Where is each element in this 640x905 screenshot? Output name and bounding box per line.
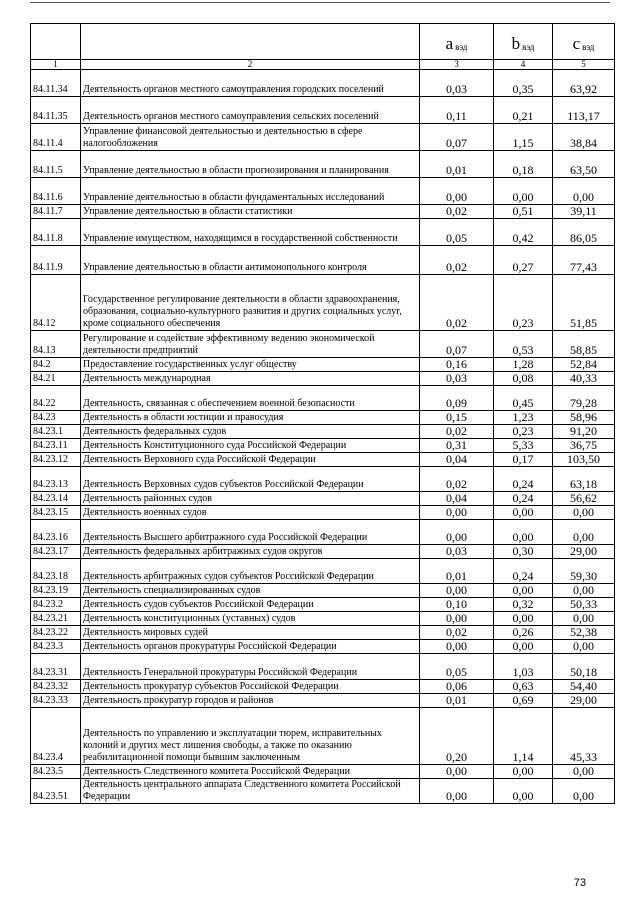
row-b-value: 0,42 [494, 219, 553, 246]
row-c-value: 0,00 [553, 612, 615, 626]
row-code: 84.13 [31, 331, 81, 358]
row-a-value: 0,04 [420, 453, 494, 467]
row-code: 84.23.31 [31, 654, 81, 680]
row-code: 84.23.2 [31, 598, 81, 612]
row-c-value: 29,00 [553, 545, 615, 559]
row-name: Управление деятельностью в области фундаментальных исследований [81, 178, 420, 205]
row-b-value: 0,63 [494, 680, 553, 694]
row-code: 84.11.6 [31, 178, 81, 205]
row-a-value: 0,06 [420, 680, 494, 694]
row-b-value: 0,51 [494, 205, 553, 219]
header-c-cell: c $_{вэд}$ [553, 24, 615, 60]
index-cell: 2 [81, 60, 420, 70]
row-name: Управление финансовой деятельностью и деятельностью в сфере налогообложения [81, 124, 420, 151]
row-a-value: 0,09 [420, 386, 494, 411]
table-row [31, 386, 615, 411]
table-row [31, 598, 615, 612]
row-a-value: 0,00 [420, 506, 494, 520]
table-row [31, 467, 615, 492]
row-b-value: 0,23 [494, 425, 553, 439]
row-b-value: 1,14 [494, 708, 553, 765]
table-row [31, 331, 615, 358]
row-c-value: 0,00 [553, 178, 615, 205]
row-name: Деятельность специализированных судов [81, 584, 420, 598]
row-a-value: 0,02 [420, 275, 494, 331]
row-b-value: 0,08 [494, 372, 553, 386]
row-name: Деятельность Верховного суда Российской Федерации [81, 453, 420, 467]
row-a-value: 0,00 [420, 520, 494, 545]
header-name-cell [81, 24, 420, 60]
row-name: Деятельность конституционных (уставных) судов [81, 612, 420, 626]
row-name: Управление деятельностью в области прогнозирования и планирования [81, 151, 420, 178]
row-a-value: 0,05 [420, 654, 494, 680]
row-code: 84.11.34 [31, 70, 81, 97]
coefficients-table [30, 23, 615, 804]
row-c-value: 91,20 [553, 425, 615, 439]
row-b-value: 0,23 [494, 275, 553, 331]
row-c-value: 50,33 [553, 598, 615, 612]
row-name: Деятельность мировых судей [81, 626, 420, 640]
row-code: 84.23.15 [31, 506, 81, 520]
index-cell: 4 [494, 60, 553, 70]
row-code: 84.21 [31, 372, 81, 386]
row-code: 84.23.12 [31, 453, 81, 467]
row-b-value: 0,32 [494, 598, 553, 612]
row-code: 84.11.9 [31, 246, 81, 275]
table-row [31, 97, 615, 124]
header-a-cell: a $_{вэд}$ [420, 24, 494, 60]
row-a-value: 0,01 [420, 559, 494, 584]
table-row [31, 694, 615, 708]
row-c-value: 38,84 [553, 124, 615, 151]
row-code: 84.23.33 [31, 694, 81, 708]
row-b-value: 1,03 [494, 654, 553, 680]
row-name: Деятельность Высшего арбитражного суда Российской Федерации [81, 520, 420, 545]
page-number: 73 [573, 877, 586, 889]
table-row [31, 453, 615, 467]
row-code: 84.23.13 [31, 467, 81, 492]
row-a-value: 0,00 [420, 765, 494, 779]
row-code: 84.23.14 [31, 492, 81, 506]
row-name: Деятельность Верховных судов субъектов Российской Федерации [81, 467, 420, 492]
row-b-value: 0,00 [494, 640, 553, 654]
row-a-value: 0,00 [420, 612, 494, 626]
row-c-value: 52,38 [553, 626, 615, 640]
row-code: 84.23.1 [31, 425, 81, 439]
row-b-value: 0,00 [494, 779, 553, 804]
row-code: 84.22 [31, 386, 81, 411]
row-c-value: 40,33 [553, 372, 615, 386]
table-row [31, 219, 615, 246]
row-code: 84.23.22 [31, 626, 81, 640]
row-b-value: 0,18 [494, 151, 553, 178]
row-code: 84.23.17 [31, 545, 81, 559]
row-code: 84.23.21 [31, 612, 81, 626]
row-a-value: 0,00 [420, 178, 494, 205]
row-c-value: 50,18 [553, 654, 615, 680]
row-c-value: 113,17 [553, 97, 615, 124]
row-code: 84.23.19 [31, 584, 81, 598]
table-row [31, 124, 615, 151]
row-name: Деятельность, связанная с обеспечением военной безопасности [81, 386, 420, 411]
row-code: 84.23.4 [31, 708, 81, 765]
row-name: Деятельность районных судов [81, 492, 420, 506]
table-row [31, 439, 615, 453]
table-row [31, 545, 615, 559]
row-name: Предоставление государственных услуг обществу [81, 358, 420, 372]
table-row [31, 779, 615, 804]
row-name: Деятельность органов местного самоуправления городских поселений [81, 70, 420, 97]
row-b-value: 0,27 [494, 246, 553, 275]
row-b-value: 0,24 [494, 559, 553, 584]
row-name: Деятельность прокуратур субъектов Российской Федерации [81, 680, 420, 694]
row-a-value: 0,01 [420, 694, 494, 708]
row-name: Деятельность в области юстиции и правосудия [81, 411, 420, 425]
row-c-value: 51,85 [553, 275, 615, 331]
row-code: 84.23.16 [31, 520, 81, 545]
table-row [31, 492, 615, 506]
row-name: Деятельность органов местного самоуправления сельских поселений [81, 97, 420, 124]
column-index-row [31, 60, 615, 70]
row-code: 84.11.4 [31, 124, 81, 151]
row-b-value: 1,23 [494, 411, 553, 425]
table-row [31, 654, 615, 680]
row-a-value: 0,31 [420, 439, 494, 453]
table-row [31, 425, 615, 439]
row-name: Управление деятельностью в области антимонопольного контроля [81, 246, 420, 275]
table-row [31, 411, 615, 425]
row-a-value: 0,07 [420, 124, 494, 151]
row-b-value: 1,28 [494, 358, 553, 372]
row-a-value: 0,01 [420, 151, 494, 178]
row-code: 84.23.18 [31, 559, 81, 584]
row-c-value: 58,85 [553, 331, 615, 358]
table-header-row [31, 24, 615, 60]
row-name: Деятельность Конституционного суда Российской Федерации [81, 439, 420, 453]
row-code: 84.11.5 [31, 151, 81, 178]
table-row [31, 559, 615, 584]
row-code: 84.11.35 [31, 97, 81, 124]
row-a-value: 0,03 [420, 70, 494, 97]
row-c-value: 0,00 [553, 765, 615, 779]
row-code: 84.23.32 [31, 680, 81, 694]
row-name: Государственное регулирование деятельности в области здравоохранения, образования, социально-культурного развития и других социальных услуг, кроме социального обеспечения [81, 275, 420, 331]
row-a-value: 0,03 [420, 372, 494, 386]
row-name: Деятельность международная [81, 372, 420, 386]
row-a-value: 0,05 [420, 219, 494, 246]
row-a-value: 0,10 [420, 598, 494, 612]
row-b-value: 0,30 [494, 545, 553, 559]
row-code: 84.11.8 [31, 219, 81, 246]
row-a-value: 0,03 [420, 545, 494, 559]
row-c-value: 0,00 [553, 779, 615, 804]
row-code: 84.23 [31, 411, 81, 425]
row-b-value: 0,00 [494, 178, 553, 205]
row-b-value: 0,17 [494, 453, 553, 467]
table-row [31, 246, 615, 275]
row-c-value: 77,43 [553, 246, 615, 275]
table-row [31, 358, 615, 372]
row-name: Деятельность федеральных арбитражных судов округов [81, 545, 420, 559]
row-a-value: 0,20 [420, 708, 494, 765]
row-b-value: 0,45 [494, 386, 553, 411]
header-code-cell [31, 24, 81, 60]
row-b-value: 0,26 [494, 626, 553, 640]
row-b-value: 0,24 [494, 492, 553, 506]
table-row [31, 70, 615, 97]
table-row [31, 612, 615, 626]
row-c-value: 0,00 [553, 584, 615, 598]
row-a-value: 0,16 [420, 358, 494, 372]
row-code: 84.23.11 [31, 439, 81, 453]
row-c-value: 63,18 [553, 467, 615, 492]
row-code: 84.23.51 [31, 779, 81, 804]
row-c-value: 63,92 [553, 70, 615, 97]
table-row [31, 520, 615, 545]
row-name: Деятельность Следственного комитета Российской Федерации [81, 765, 420, 779]
row-name: Деятельность судов субъектов Российской Федерации [81, 598, 420, 612]
table-row [31, 178, 615, 205]
row-name: Деятельность органов прокуратуры Российской Федерации [81, 640, 420, 654]
row-c-value: 56,62 [553, 492, 615, 506]
row-a-value: 0,02 [420, 205, 494, 219]
table-row [31, 584, 615, 598]
row-name: Регулирование и содействие эффективному ведению экономической деятельности предприятий [81, 331, 420, 358]
row-b-value: 0,00 [494, 506, 553, 520]
row-b-value: 0,00 [494, 520, 553, 545]
row-b-value: 0,00 [494, 584, 553, 598]
table-row [31, 626, 615, 640]
index-cell: 3 [420, 60, 494, 70]
table-row [31, 205, 615, 219]
header-b-cell: b $_{вэд}$ [494, 24, 553, 60]
table-row [31, 708, 615, 765]
row-name: Управление имуществом, находящимся в государственной собственности [81, 219, 420, 246]
row-a-value: 0,02 [420, 467, 494, 492]
row-b-value: 0,00 [494, 765, 553, 779]
row-b-value: 0,53 [494, 331, 553, 358]
row-c-value: 54,40 [553, 680, 615, 694]
row-a-value: 0,00 [420, 779, 494, 804]
table-row [31, 680, 615, 694]
row-c-value: 58,96 [553, 411, 615, 425]
row-c-value: 39,11 [553, 205, 615, 219]
row-b-value: 0,24 [494, 467, 553, 492]
row-b-value: 0,69 [494, 694, 553, 708]
row-a-value: 0,07 [420, 331, 494, 358]
table-row [31, 151, 615, 178]
row-a-value: 0,15 [420, 411, 494, 425]
row-a-value: 0,00 [420, 640, 494, 654]
row-name: Деятельность центрального аппарата Следственного комитета Российской Федерации [81, 779, 420, 804]
row-c-value: 29,00 [553, 694, 615, 708]
row-a-value: 0,02 [420, 626, 494, 640]
row-c-value: 52,84 [553, 358, 615, 372]
row-c-value: 45,33 [553, 708, 615, 765]
index-cell: 1 [31, 60, 81, 70]
row-a-value: 0,02 [420, 425, 494, 439]
row-code: 84.2 [31, 358, 81, 372]
table-row [31, 275, 615, 331]
row-c-value: 86,05 [553, 219, 615, 246]
row-b-value: 0,00 [494, 612, 553, 626]
row-c-value: 63,50 [553, 151, 615, 178]
row-name: Деятельность арбитражных судов субъектов Российской Федерации [81, 559, 420, 584]
row-name: Деятельность прокуратур городов и районов [81, 694, 420, 708]
row-a-value: 0,02 [420, 246, 494, 275]
row-code: 84.23.5 [31, 765, 81, 779]
row-b-value: 5,33 [494, 439, 553, 453]
row-name: Управление деятельностью в области статистики [81, 205, 420, 219]
index-cell: 5 [553, 60, 615, 70]
table-row [31, 506, 615, 520]
row-name: Деятельность федеральных судов [81, 425, 420, 439]
row-code: 84.12 [31, 275, 81, 331]
row-code: 84.11.7 [31, 205, 81, 219]
row-name: Деятельность военных судов [81, 506, 420, 520]
row-b-value: 1,15 [494, 124, 553, 151]
row-a-value: 0,04 [420, 492, 494, 506]
table-row [31, 765, 615, 779]
row-c-value: 36,75 [553, 439, 615, 453]
row-c-value: 0,00 [553, 506, 615, 520]
table-row [31, 372, 615, 386]
row-a-value: 0,00 [420, 584, 494, 598]
row-name: Деятельность Генеральной прокуратуры Российской Федерации [81, 654, 420, 680]
row-c-value: 0,00 [553, 640, 615, 654]
row-c-value: 0,00 [553, 520, 615, 545]
row-name: Деятельность по управлению и эксплуатации тюрем, исправительных колоний и других мест лишения свободы, а также по оказанию реабилитационной помощи бывшим заключенным [81, 708, 420, 765]
row-c-value: 59,30 [553, 559, 615, 584]
table-row [31, 640, 615, 654]
row-c-value: 79,28 [553, 386, 615, 411]
row-a-value: 0,11 [420, 97, 494, 124]
top-border-line [30, 2, 610, 3]
row-b-value: 0,35 [494, 70, 553, 97]
row-b-value: 0,21 [494, 97, 553, 124]
row-code: 84.23.3 [31, 640, 81, 654]
row-c-value: 103,50 [553, 453, 615, 467]
